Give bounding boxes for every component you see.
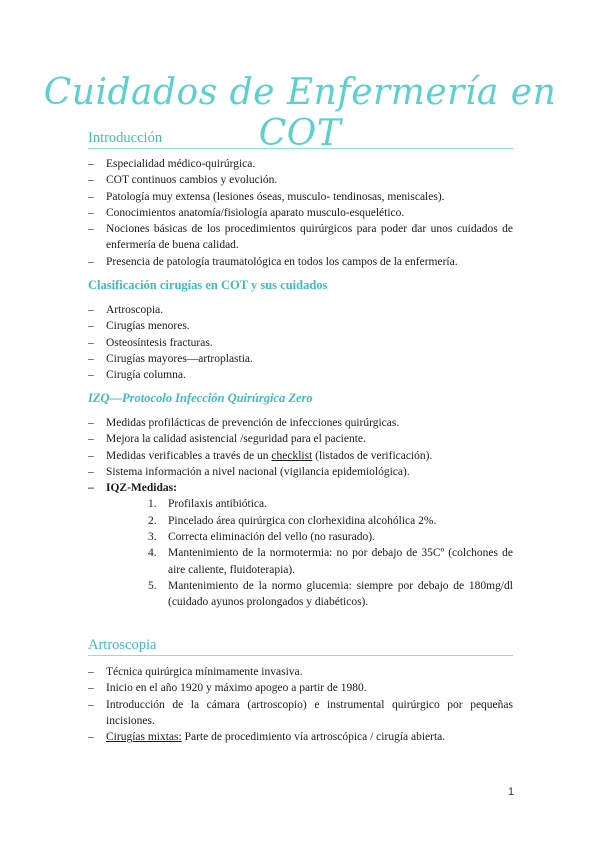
clasificacion-list xyxy=(88,302,513,383)
subheading-clasificacion: Clasificación cirugías en COT y sus cuidados xyxy=(88,278,328,292)
list-item: – Cirugía columna. xyxy=(88,369,186,382)
page-number: 1 xyxy=(508,786,515,798)
list-item: – Nociones básicas de los procedimientos quirúrgicos para poder dar unos cuidados de enfermería de buena calidad. xyxy=(88,223,513,252)
document-title: Cuidados de Enfermería en COT xyxy=(43,72,557,154)
numbered-item: 2. Pincelado área quirúrgica con clorhexidina alcohólica 2%. xyxy=(148,514,437,527)
list-item: – Medidas verificables a través de un checklist (listados de verificación). xyxy=(88,449,433,462)
list-item: – Conocimientos anatomía/fisiología aparato musculo-esquelético. xyxy=(88,206,405,219)
list-item: – Inicio en el año 1920 y máximo apogeo a partir de 1980. xyxy=(88,682,367,695)
izq-list xyxy=(88,415,513,611)
list-item: – Cirugías mixtas: Parte de procedimiento vía artroscópica / cirugía abierta. xyxy=(88,731,446,744)
section-heading-introduccion: Introducción xyxy=(88,130,513,149)
medidas-list xyxy=(106,496,513,610)
list-item: – Introducción de la cámara (artroscopio) e instrumental quirúrgico por pequeñas incisiones. xyxy=(88,698,513,727)
subheading-izq: IZQ—Protocolo Infección Quirúrgica Zero xyxy=(88,391,313,405)
list-item: – Sistema información a nivel nacional (vigilancia epidemiológica). xyxy=(88,465,410,478)
list-item: – Cirugías menores. xyxy=(88,320,190,333)
numbered-item: 4. Mantenimiento de la normotermia: no por debajo de 35Cº (colchones de aire caliente, fluidoterapia). xyxy=(148,547,513,576)
list-item: – Mejora la calidad asistencial /seguridad para el paciente. xyxy=(88,433,366,446)
numbered-item: 5. Mantenimiento de la normo glucemia: siempre por debajo de 180mg/dl (cuidado ayunos prolongados y diabéticos). xyxy=(148,579,513,609)
checklist-term: checklist xyxy=(271,449,313,462)
list-item: – Artroscopia. xyxy=(88,304,164,316)
list-item: – Osteosíntesis fracturas. xyxy=(88,336,213,349)
artroscopia-list xyxy=(88,664,513,745)
list-item: – Medidas profilácticas de prevención de infecciones quirúrgicas. xyxy=(88,417,400,429)
list-item-medidas: – IQZ-Medidas: 1. Profilaxis antibiótica. 2. Pincelado área quirúrgica con clorhexidina alcohólica 2%. 3. Correcta eliminación del vello (no rasurado). 4. Mantenimiento de la normotermia: no por debajo de 35Cº (colchones de aire caliente, fluidoterapia). 5. Mantenimiento de la normo glucemia: siempre por debajo de 180mg/dl (cuidado ayunos prolongados y diabéticos). xyxy=(88,480,513,610)
section-heading-artroscopia: Artroscopia xyxy=(88,637,513,656)
numbered-item: 1. Profilaxis antibiótica. xyxy=(148,498,268,511)
cirugias-mixtas-term: Cirugías mixtas: xyxy=(106,731,182,744)
list-item: – Especialidad médico-quirúrgica. xyxy=(88,158,256,170)
list-item: – Técnica quirúrgica mínimamente invasiva. xyxy=(88,666,303,678)
list-item: – Patología muy extensa (lesiones óseas, musculo- tendinosas, meniscales). xyxy=(88,190,445,203)
list-item: – Cirugías mayores—artroplastia. xyxy=(88,352,253,365)
list-item: – Presencia de patología traumatológica en todos los campos de la enfermería. xyxy=(88,255,458,268)
list-item: – COT continuos cambios y evolución. xyxy=(88,174,278,187)
intro-list xyxy=(88,156,513,270)
numbered-item: 3. Correcta eliminación del vello (no rasurado). xyxy=(148,531,375,544)
